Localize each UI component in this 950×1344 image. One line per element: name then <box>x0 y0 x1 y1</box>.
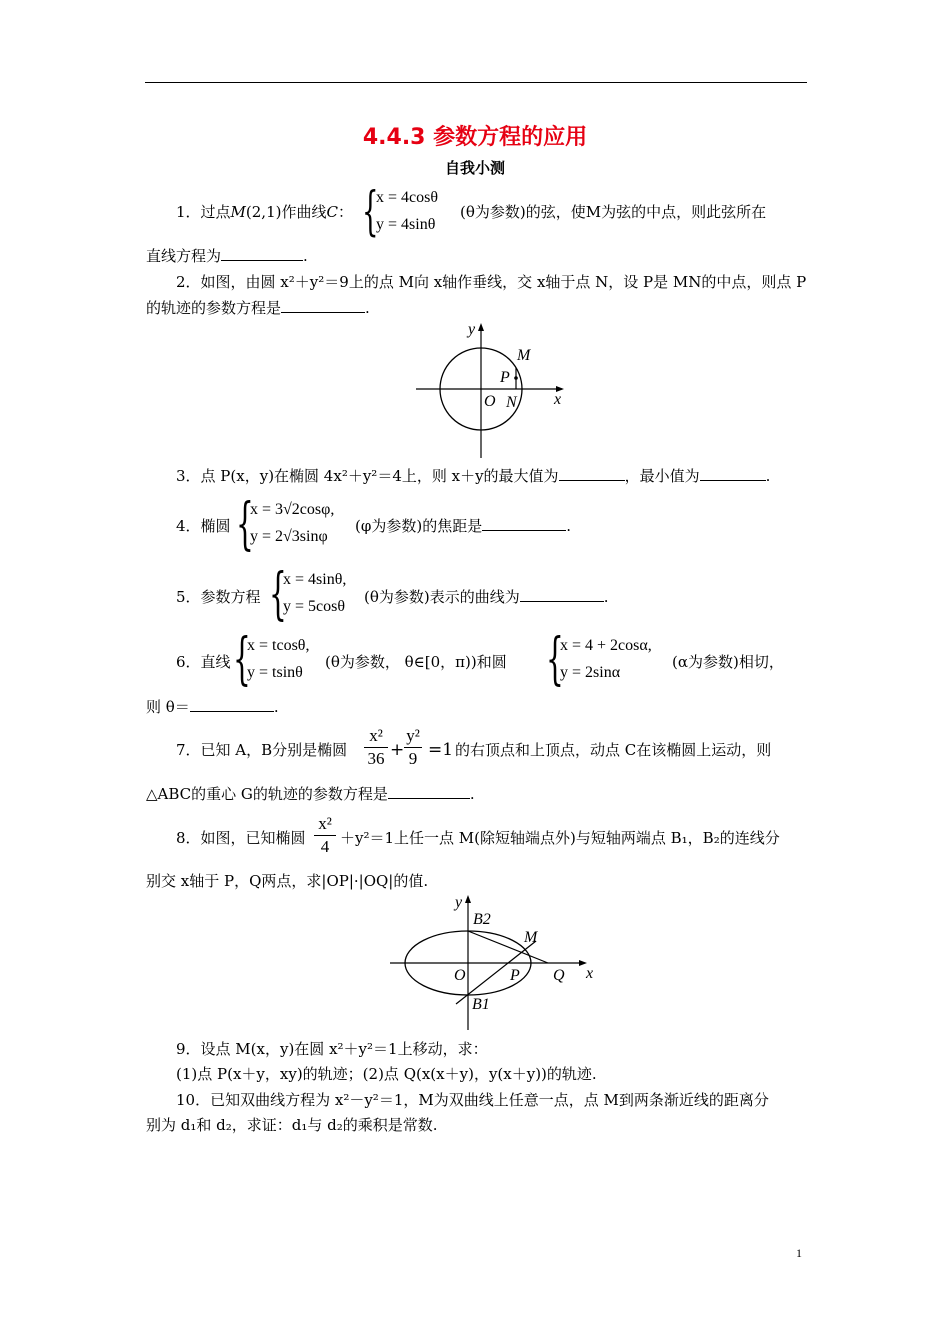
q8-label-o: O <box>454 967 466 984</box>
q2-circle-figure <box>414 320 574 460</box>
q2-label-p: P <box>500 369 510 386</box>
q7-text-a: 7．已知 A，B分别是椭圆 <box>176 741 348 759</box>
q2-text-a: 2．如图，由圆 x²＋y²＝9上的点 M向 x轴作垂线，交 x轴于点 N，设 P是 MN的中点，则点 P <box>176 273 807 291</box>
q6-eq4: y = 2sinα <box>560 664 621 681</box>
q6-brace-2: { <box>546 627 564 692</box>
q7-text-b: 的右顶点和上顶点，动点 C在该椭圆上运动，则 <box>455 741 772 759</box>
q6-text-c: (α为参数)相切， <box>672 653 784 671</box>
q6-eq3: x = 4 + 2cosα, <box>560 637 652 654</box>
header-rule <box>145 82 807 83</box>
q7-fraction-1: x² 36 <box>364 726 388 769</box>
q4-brace: { <box>236 492 254 557</box>
q4-text-a: 4．椭圆 <box>176 517 231 535</box>
q8-ellipse-figure <box>388 892 608 1032</box>
q8-text-b: ＋y²＝1上任一点 M(除短轴端点外)与短轴两端点 B₁，B₂的连线分 <box>340 829 780 847</box>
q2-y-arrow <box>478 323 484 331</box>
q4-eq1: x = 3√2cosφ, <box>250 501 335 518</box>
q8-label-b2: B2 <box>473 911 491 928</box>
q8-text-a: 8．如图，已知椭圆 <box>176 829 306 847</box>
q8-y-arrow <box>465 895 471 903</box>
q5-brace: { <box>269 562 287 627</box>
q4-eq2: y = 2√3sinφ <box>250 528 328 545</box>
q6-system-2 <box>560 632 652 686</box>
q8-text-c: 别交 x轴于 P，Q两点，求|OP|·|OQ|的值. <box>146 872 429 890</box>
q1-text-a: 1．过点M(2,1)作曲线C： <box>176 203 353 221</box>
q4-system <box>250 496 334 550</box>
q2-label-m: M <box>517 347 531 364</box>
q1-eq1: x = 4cosθ <box>376 189 439 206</box>
q8-fraction: x² 4 <box>314 814 336 857</box>
q1-eq2: y = 4sinθ <box>376 216 436 233</box>
q7-plus: + <box>390 740 405 760</box>
q7-text-c: △ABC的重心 G的轨迹的参数方程是 . <box>146 785 475 803</box>
q7-fraction-2: y² 9 <box>404 726 422 769</box>
q6-brace-1: { <box>233 627 251 692</box>
q8-label-b1: B1 <box>472 996 490 1013</box>
q2-point-p <box>514 376 518 380</box>
q7-eq: =1 <box>428 740 454 760</box>
page-title: 4.4.3 参数方程的应用 <box>362 125 588 150</box>
q2-text-b: 的轨迹的参数方程是 . <box>146 299 370 317</box>
q1-text-d: 直线方程为 . <box>146 247 308 265</box>
q2-label-n: N <box>506 394 517 411</box>
q6-text-a: 6．直线 <box>176 653 231 671</box>
q3-text: 3．点 P(x，y)在椭圆 4x²＋y²＝4上，则 x＋y的最大值为 ，最小值为 . <box>176 467 771 485</box>
q10-text-a: 10．已知双曲线方程为 x²－y²＝1，M为双曲线上任意一点，点 M到两条渐近线的距离分 <box>176 1091 769 1109</box>
q8-label-x: x <box>586 965 594 982</box>
q8-label-p: P <box>510 967 520 984</box>
q9-text-b: (1)点 P(x＋y，xy)的轨迹；(2)点 Q(x(x＋y)，y(x＋y))的轨迹. <box>176 1065 597 1083</box>
q6-eq1: x = tcosθ, <box>247 637 310 654</box>
q5-system <box>283 566 346 620</box>
q4-text-b: (φ为参数)的焦距是 . <box>355 517 571 535</box>
q1-system <box>376 184 438 238</box>
q5-eq1: x = 4sinθ, <box>283 571 347 588</box>
q6-eq2: y = tsinθ <box>247 664 303 681</box>
q2-label-x: x <box>554 391 562 408</box>
q10-text-b: 别为 d₁和 d₂，求证：d₁与 d₂的乘积是常数. <box>146 1116 438 1134</box>
q2-label-y: y <box>468 321 476 338</box>
page-number: 1 <box>796 1246 802 1260</box>
q8-label-m: M <box>524 929 538 946</box>
q6-system-1 <box>247 632 309 686</box>
q6-text-b: (θ为参数， θ∈[0，π))和圆 <box>325 653 507 671</box>
q5-text-b: (θ为参数)表示的曲线为 . <box>364 588 609 606</box>
section-subtitle: 自我小测 <box>444 159 505 177</box>
q9-text-a: 9．设点 M(x，y)在圆 x²＋y²＝1上移动，求： <box>176 1040 488 1058</box>
q6-text-d: 则 θ＝ . <box>146 698 279 716</box>
q1-brace: { <box>362 182 379 242</box>
q5-text-a: 5．参数方程 <box>176 588 261 606</box>
q8-label-q: Q <box>553 967 565 984</box>
q8-label-y: y <box>455 894 463 911</box>
q5-eq2: y = 5cosθ <box>283 598 346 615</box>
q2-label-o: O <box>484 393 496 410</box>
q1-text-b: (θ为参数)的弦，使M为弦的中点，则此弦所在 <box>460 203 767 221</box>
